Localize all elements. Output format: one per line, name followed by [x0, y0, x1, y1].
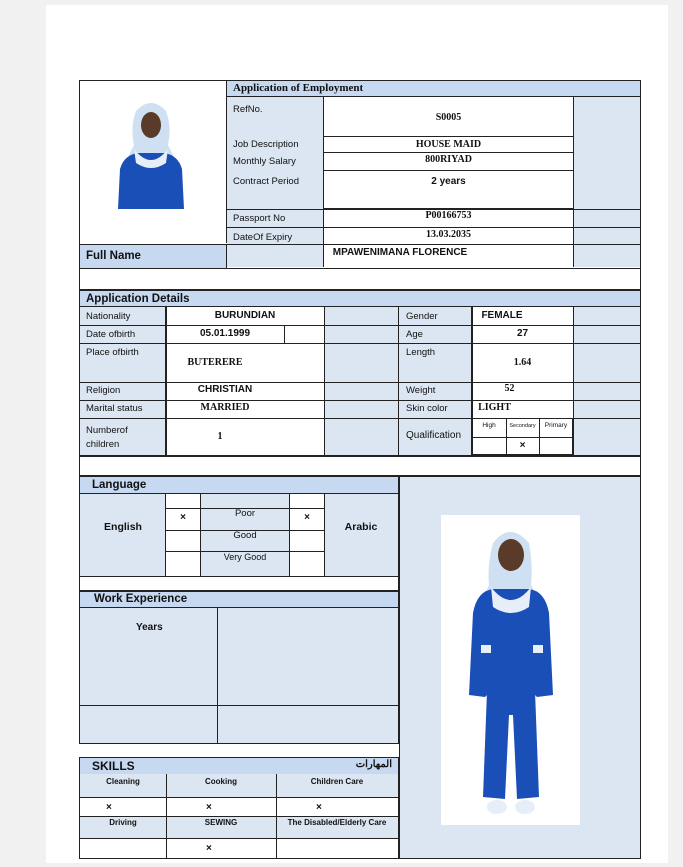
- length-value: 1.64: [513, 357, 532, 368]
- cleaning-mark: ×: [106, 802, 112, 813]
- age-label: Age: [406, 329, 423, 340]
- skill-sewing: SEWING: [204, 818, 238, 827]
- full-name-value: MPAWENIMANA FLORENCE: [332, 247, 468, 258]
- pob-value: BUTERERE: [187, 357, 243, 368]
- contract-label: Contract Period: [233, 176, 300, 187]
- qual-secondary-mark: ×: [519, 440, 526, 451]
- language-title-row: [80, 477, 398, 494]
- salary-value: 800RIYAD: [425, 154, 472, 165]
- skills-title-arabic: المهارات: [355, 759, 392, 770]
- level-very-good: Very Good: [223, 552, 267, 562]
- spacer-row-2: [79, 456, 641, 476]
- qual-secondary: Secondary: [509, 423, 536, 429]
- level-good: Good: [233, 530, 257, 541]
- work-row-2: [80, 706, 398, 743]
- form-title: Application of Employment: [233, 82, 364, 94]
- qualification-label: Qualification: [406, 430, 462, 441]
- details-title-row: [80, 291, 640, 307]
- language-english-cell: [80, 494, 166, 576]
- children-value: 1: [217, 431, 223, 442]
- work-title: Work Experience: [94, 593, 188, 605]
- expiry-value: 13.03.2035: [426, 229, 471, 240]
- religion-value: CHRISTIAN: [197, 384, 253, 395]
- ref-value: S0005: [435, 112, 462, 123]
- header-arabic-column: [573, 97, 640, 267]
- skill-disabled-care: The Disabled/Elderly Care: [287, 818, 387, 827]
- portrait-cell: [80, 81, 227, 243]
- passport-label: Passport No: [233, 213, 286, 224]
- level-poor: Poor: [234, 508, 256, 519]
- qual-primary: Primary: [544, 422, 568, 429]
- dob-label: Date ofbirth: [86, 329, 136, 340]
- skill-driving: Driving: [109, 818, 137, 827]
- details-right-arabic: [573, 307, 640, 455]
- religion-label: Religion: [86, 385, 121, 396]
- gender-label: Gender: [406, 311, 438, 322]
- spacer-row-3: [79, 576, 399, 591]
- skill-children-care: Children Care: [310, 777, 364, 786]
- work-title-row: [80, 592, 398, 608]
- job-value: HOUSE MAID: [415, 139, 482, 150]
- job-cell: [324, 137, 573, 153]
- cooking-mark: ×: [206, 802, 212, 813]
- skills-title-row: [80, 758, 398, 774]
- contract-value: 2 years: [431, 176, 466, 187]
- nationality-label: Nationality: [86, 311, 131, 322]
- nationality-value: BURUNDIAN: [214, 310, 276, 321]
- weight-label: Weight: [406, 385, 436, 396]
- language-english: English: [104, 521, 142, 533]
- work-body: [80, 608, 398, 705]
- expiry-label: DateOf Expiry: [233, 232, 293, 243]
- qual-high: High: [482, 422, 496, 429]
- full-photo-panel: [399, 476, 641, 859]
- job-label: Job Description: [233, 139, 299, 150]
- length-label: Length: [406, 347, 436, 358]
- language-arabic: Arabic: [344, 521, 378, 533]
- details-mid-arabic: [324, 307, 399, 455]
- passport-value: P00166753: [425, 210, 472, 221]
- sewing-mark: ×: [206, 843, 212, 854]
- gender-value: FEMALE: [481, 310, 523, 321]
- marital-label: Marital status: [86, 403, 143, 414]
- english-poor-mark: ×: [180, 512, 186, 523]
- pob-label: Place ofbirth: [86, 347, 139, 358]
- skin-label: Skin color: [406, 403, 448, 414]
- age-value: 27: [516, 328, 529, 339]
- children-label: Numberof children: [86, 425, 128, 450]
- title-row: [227, 81, 640, 97]
- salary-cell: [324, 153, 573, 171]
- weight-value: 52: [504, 383, 515, 394]
- details-title: Application Details: [86, 293, 190, 305]
- contract-cell: [324, 171, 573, 209]
- skill-cleaning: Cleaning: [106, 777, 140, 786]
- ref-label: RefNo.: [233, 104, 263, 115]
- language-arabic-cell: [324, 494, 398, 576]
- dob-value: 05.01.1999: [199, 328, 251, 339]
- arabic-poor-mark: ×: [304, 512, 310, 523]
- full-name-label: Full Name: [86, 250, 141, 262]
- full-name-label-cell: [80, 245, 227, 268]
- marital-value: MARRIED: [200, 402, 250, 413]
- skills-title: SKILLS: [92, 759, 135, 773]
- skin-value: LIGHT: [478, 402, 511, 413]
- language-title: Language: [92, 479, 147, 491]
- full-photo-frame: [441, 515, 580, 825]
- work-years: Years: [136, 622, 163, 633]
- ref-cell: [324, 97, 573, 137]
- full-body-photo: [441, 515, 580, 825]
- children-care-mark: ×: [316, 802, 322, 813]
- spacer-row: [79, 268, 641, 290]
- application-form: [46, 5, 668, 863]
- salary-label: Monthly Salary: [233, 156, 296, 167]
- skill-cooking: Cooking: [205, 777, 237, 786]
- portrait-photo: [116, 99, 186, 209]
